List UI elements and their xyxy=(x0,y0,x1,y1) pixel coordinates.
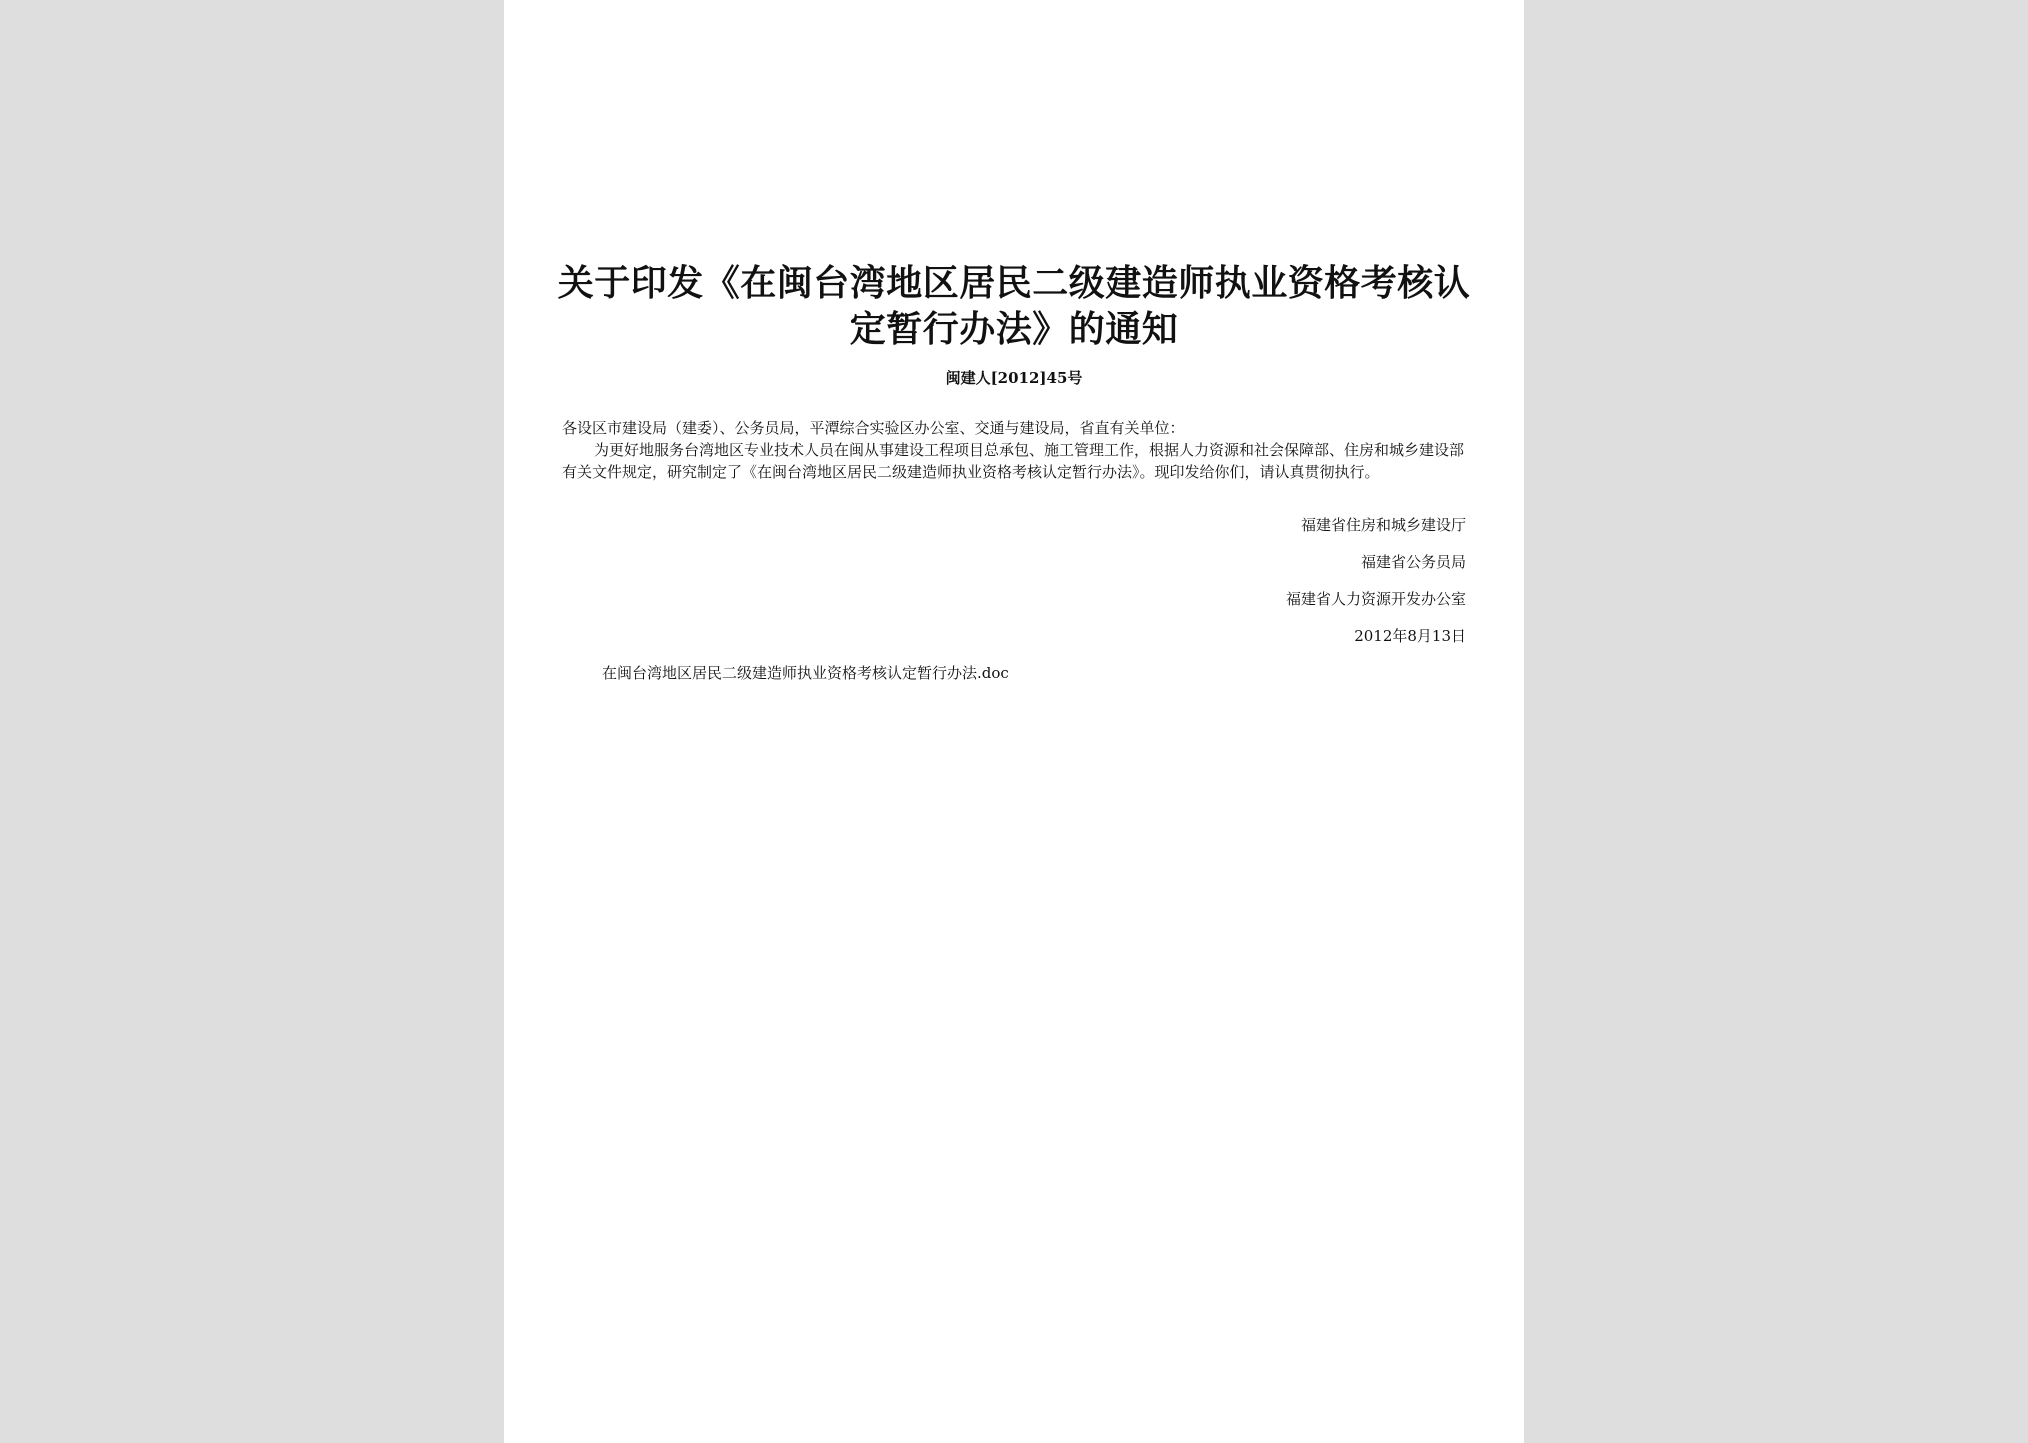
document-title: 关于印发《在闽台湾地区居民二级建造师执业资格考核认定暂行办法》的通知 xyxy=(557,262,1471,350)
signature-block xyxy=(1286,514,1466,662)
document-number: 闽建人[2012]45号 xyxy=(945,369,1083,387)
signature-issuer-3: 福建省人力资源开发办公室 xyxy=(1285,590,1466,608)
signature-issuer-1: 福建省住房和城乡建设厅 xyxy=(1300,516,1466,534)
signature-issuer-2: 福建省公务员局 xyxy=(1360,553,1466,571)
body-paragraph: 为更好地服务台湾地区专业技术人员在闽从事建设工程项目总承包、施工管理工作，根据人力资源和社会保障部、住房和城乡建设部有关文件规定，研究制定了《在闽台湾地区居民二级建造师执业资格考核认定暂行办法》。现印发给你们，请认真贯彻执行。 xyxy=(562,441,1465,481)
document-body xyxy=(562,417,1474,483)
issue-date: 2012年8月13日 xyxy=(1354,627,1466,645)
salutation: 各设区市建设局（建委）、公务员局，平潭综合实验区办公室、交通与建设局，省直有关单位： xyxy=(562,419,1185,437)
attachment-link[interactable]: 在闽台湾地区居民二级建造师执业资格考核认定暂行办法.doc xyxy=(602,664,1009,682)
document-page xyxy=(504,0,1524,1443)
